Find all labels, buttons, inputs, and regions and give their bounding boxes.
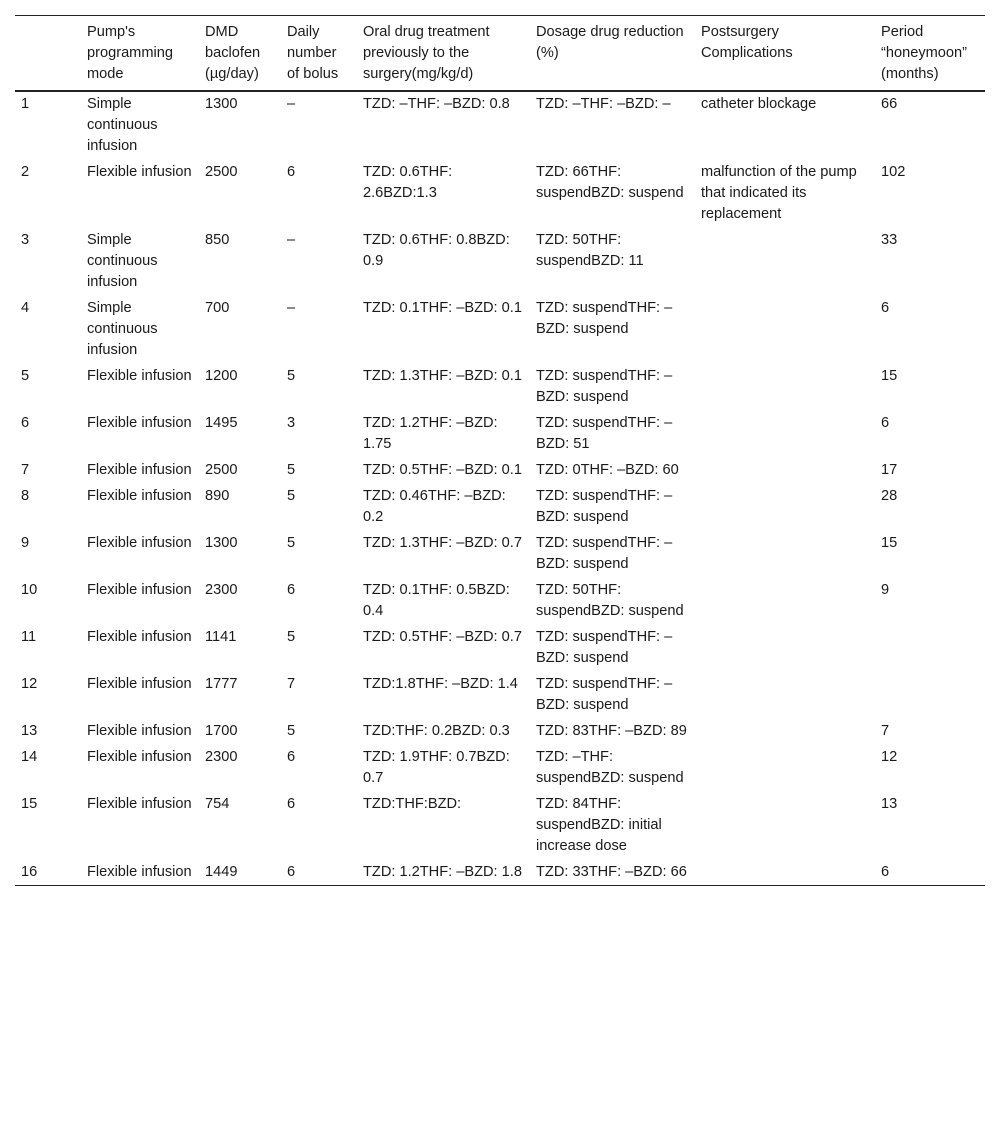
cell-complications	[695, 791, 875, 859]
cell-dosage-reduction: TZD: 84THF: suspendBZD: initial increase dose	[536, 796, 662, 854]
cell-complications	[695, 457, 875, 483]
cell-oral-treatment: TZD: 0.1THF: 0.5BZD: 0.4	[363, 582, 510, 619]
cell-programming-mode: Flexible infusion	[87, 723, 192, 739]
cell-daily-bolus: 5	[287, 629, 296, 645]
cell-honeymoon: 6	[881, 415, 890, 431]
cell-daily-bolus: 6	[287, 749, 296, 765]
cell-complications: catheter blockage	[701, 96, 817, 112]
cell-dosage-reduction: TZD: 50THF: suspendBZD: suspend	[536, 582, 684, 619]
cell-honeymoon: 12	[881, 749, 898, 765]
cell-complications	[695, 859, 875, 886]
cell-oral-treatment: TZD:1.8THF: –BZD: 1.4	[363, 676, 518, 692]
cell-daily-bolus: –	[287, 232, 296, 248]
cell-oral-treatment: TZD: 0.5THF: –BZD: 0.7	[363, 629, 522, 645]
cell-dmd-baclofen: 2300	[205, 582, 238, 598]
cell-honeymoon: 17	[881, 462, 898, 478]
table-row	[15, 91, 985, 159]
cell-daily-bolus: –	[287, 300, 296, 316]
cell-patient-id: 15	[21, 796, 38, 812]
cell-oral-treatment: TZD:THF:BZD:	[363, 796, 462, 812]
table-row	[15, 410, 985, 457]
cell-programming-mode: Flexible infusion	[87, 462, 192, 478]
table-row	[15, 859, 985, 886]
cell-dmd-baclofen: 1300	[205, 535, 238, 551]
cell-programming-mode: Simple continuous infusion	[87, 96, 158, 154]
cell-patient-id: 6	[21, 415, 30, 431]
cell-honeymoon: 15	[881, 535, 898, 551]
cell-dosage-reduction: TZD: 66THF: suspendBZD: suspend	[536, 164, 684, 201]
cell-complications	[695, 227, 875, 295]
cell-patient-id: 2	[21, 164, 30, 180]
cell-programming-mode: Flexible infusion	[87, 164, 192, 180]
cell-honeymoon	[875, 671, 985, 718]
header-programming-mode: Pump's programming mode	[87, 24, 173, 82]
cell-complications	[695, 577, 875, 624]
header-honeymoon: Period “honeymoon” (months)	[881, 24, 967, 82]
cell-complications	[695, 718, 875, 744]
table-header	[15, 16, 985, 92]
cell-patient-id: 4	[21, 300, 30, 316]
cell-oral-treatment: TZD: 1.3THF: –BZD: 0.7	[363, 535, 522, 551]
cell-daily-bolus: –	[287, 96, 296, 112]
cell-programming-mode: Flexible infusion	[87, 629, 192, 645]
cell-dosage-reduction: TZD: 33THF: –BZD: 66	[536, 864, 687, 880]
header-daily-bolus: Daily number of bolus	[287, 24, 339, 82]
cell-programming-mode: Flexible infusion	[87, 749, 192, 765]
cell-programming-mode: Flexible infusion	[87, 415, 192, 431]
cell-daily-bolus: 5	[287, 462, 296, 478]
cell-dmd-baclofen: 1449	[205, 864, 238, 880]
cell-daily-bolus: 5	[287, 535, 296, 551]
cell-dmd-baclofen: 1777	[205, 676, 238, 692]
cell-dosage-reduction: TZD: suspendTHF: –BZD: 51	[536, 415, 673, 452]
cell-programming-mode: Flexible infusion	[87, 864, 192, 880]
cell-honeymoon: 28	[881, 488, 898, 504]
cell-daily-bolus: 5	[287, 488, 296, 504]
cell-oral-treatment: TZD: 1.9THF: 0.7BZD: 0.7	[363, 749, 510, 786]
cell-dmd-baclofen: 1495	[205, 415, 238, 431]
cell-patient-id: 3	[21, 232, 30, 248]
cell-programming-mode: Simple continuous infusion	[87, 300, 158, 358]
table-row	[15, 159, 985, 227]
cell-daily-bolus: 5	[287, 723, 296, 739]
header-row	[15, 16, 985, 92]
cell-patient-id: 14	[21, 749, 38, 765]
table-row	[15, 483, 985, 530]
table-row	[15, 363, 985, 410]
cell-oral-treatment: TZD: 0.6THF: 0.8BZD: 0.9	[363, 232, 510, 269]
cell-patient-id: 16	[21, 864, 38, 880]
cell-dmd-baclofen: 1200	[205, 368, 238, 384]
cell-daily-bolus: 6	[287, 164, 296, 180]
cell-dosage-reduction: TZD: suspendTHF: –BZD: suspend	[536, 368, 673, 405]
cell-dmd-baclofen: 850	[205, 232, 230, 248]
cell-oral-treatment: TZD: 0.6THF: 2.6BZD:1.3	[363, 164, 453, 201]
cell-oral-treatment: TZD: 0.46THF: –BZD: 0.2	[363, 488, 506, 525]
cell-programming-mode: Flexible infusion	[87, 368, 192, 384]
cell-dosage-reduction: TZD: suspendTHF: –BZD: suspend	[536, 488, 673, 525]
table-body	[15, 91, 985, 886]
cell-daily-bolus: 5	[287, 368, 296, 384]
table-row	[15, 671, 985, 718]
cell-dosage-reduction: TZD: suspendTHF: –BZD: suspend	[536, 676, 673, 713]
table-row	[15, 295, 985, 363]
cell-patient-id: 9	[21, 535, 30, 551]
cell-dmd-baclofen: 2300	[205, 749, 238, 765]
cell-daily-bolus: 6	[287, 796, 296, 812]
cell-oral-treatment: TZD:THF: 0.2BZD: 0.3	[363, 723, 510, 739]
cell-daily-bolus: 3	[287, 415, 296, 431]
cell-patient-id: 5	[21, 368, 30, 384]
cell-dosage-reduction: TZD: –THF: –BZD: –	[536, 96, 671, 112]
cell-dmd-baclofen: 754	[205, 796, 230, 812]
cell-patient-id: 12	[21, 676, 38, 692]
cell-dmd-baclofen: 700	[205, 300, 230, 316]
cell-dosage-reduction: TZD: 0THF: –BZD: 60	[536, 462, 679, 478]
header-dosage-reduction: Dosage drug reduction (%)	[536, 24, 684, 61]
cell-oral-treatment: TZD: –THF: –BZD: 0.8	[363, 96, 510, 112]
cell-honeymoon: 7	[881, 723, 890, 739]
cell-patient-id: 1	[21, 96, 30, 112]
cell-oral-treatment: TZD: 1.2THF: –BZD: 1.8	[363, 864, 522, 880]
cell-dosage-reduction: TZD: suspendTHF: –BZD: suspend	[536, 629, 673, 666]
cell-dosage-reduction: TZD: –THF: suspendBZD: suspend	[536, 749, 684, 786]
cell-patient-id: 11	[21, 629, 37, 645]
header-dmd-baclofen: DMD baclofen (µg/day)	[205, 24, 261, 82]
cell-dmd-baclofen: 1300	[205, 96, 238, 112]
cell-honeymoon: 9	[881, 582, 890, 598]
cell-dosage-reduction: TZD: 50THF: suspendBZD: 11	[536, 232, 644, 269]
table-row	[15, 577, 985, 624]
cell-dmd-baclofen: 2500	[205, 462, 238, 478]
cell-honeymoon: 66	[881, 96, 898, 112]
cell-programming-mode: Flexible infusion	[87, 488, 192, 504]
cell-dmd-baclofen: 890	[205, 488, 230, 504]
cell-patient-id: 8	[21, 488, 30, 504]
cell-complications	[695, 410, 875, 457]
cell-oral-treatment: TZD: 1.3THF: –BZD: 0.1	[363, 368, 522, 384]
cell-dmd-baclofen: 1700	[205, 723, 238, 739]
cell-oral-treatment: TZD: 1.2THF: –BZD: 1.75	[363, 415, 498, 452]
cell-dosage-reduction: TZD: 83THF: –BZD: 89	[536, 723, 687, 739]
header-index	[15, 16, 81, 92]
cell-oral-treatment: TZD: 0.5THF: –BZD: 0.1	[363, 462, 522, 478]
cell-patient-id: 7	[21, 462, 30, 478]
cell-honeymoon: 6	[881, 300, 890, 316]
cell-honeymoon	[875, 624, 985, 671]
cell-complications	[695, 363, 875, 410]
cell-programming-mode: Flexible infusion	[87, 535, 192, 551]
cell-patient-id: 10	[21, 582, 38, 598]
cell-daily-bolus: 7	[287, 676, 296, 692]
cell-complications	[695, 624, 875, 671]
cell-dosage-reduction: TZD: suspendTHF: –BZD: suspend	[536, 535, 673, 572]
cell-complications	[695, 744, 875, 791]
cell-honeymoon: 33	[881, 232, 898, 248]
table-row	[15, 530, 985, 577]
cell-complications	[695, 671, 875, 718]
cell-programming-mode: Simple continuous infusion	[87, 232, 158, 290]
cell-complications: malfunction of the pump that indicated its replacement	[701, 164, 857, 222]
table-container	[15, 15, 985, 886]
cell-dmd-baclofen: 1141	[205, 629, 237, 645]
table-row	[15, 791, 985, 859]
cell-programming-mode: Flexible infusion	[87, 582, 192, 598]
cell-programming-mode: Flexible infusion	[87, 796, 192, 812]
cell-honeymoon: 102	[881, 164, 906, 180]
table-row	[15, 624, 985, 671]
cell-complications	[695, 295, 875, 363]
cell-daily-bolus: 6	[287, 864, 296, 880]
cell-patient-id: 13	[21, 723, 38, 739]
cell-dosage-reduction: TZD: suspendTHF: –BZD: suspend	[536, 300, 673, 337]
header-oral-treatment: Oral drug treatment previously to the surgery(mg/kg/d)	[363, 24, 490, 82]
cell-honeymoon: 15	[881, 368, 898, 384]
cell-dmd-baclofen: 2500	[205, 164, 238, 180]
cell-oral-treatment: TZD: 0.1THF: –BZD: 0.1	[363, 300, 522, 316]
table-row	[15, 718, 985, 744]
cell-daily-bolus: 6	[287, 582, 296, 598]
header-complications: Postsurgery Complications	[701, 24, 793, 61]
table-row	[15, 744, 985, 791]
table-row	[15, 457, 985, 483]
cell-complications	[695, 530, 875, 577]
cell-complications	[695, 483, 875, 530]
table-row	[15, 227, 985, 295]
patient-table	[15, 15, 985, 886]
cell-honeymoon: 13	[881, 796, 898, 812]
cell-programming-mode: Flexible infusion	[87, 676, 192, 692]
cell-honeymoon: 6	[881, 864, 890, 880]
